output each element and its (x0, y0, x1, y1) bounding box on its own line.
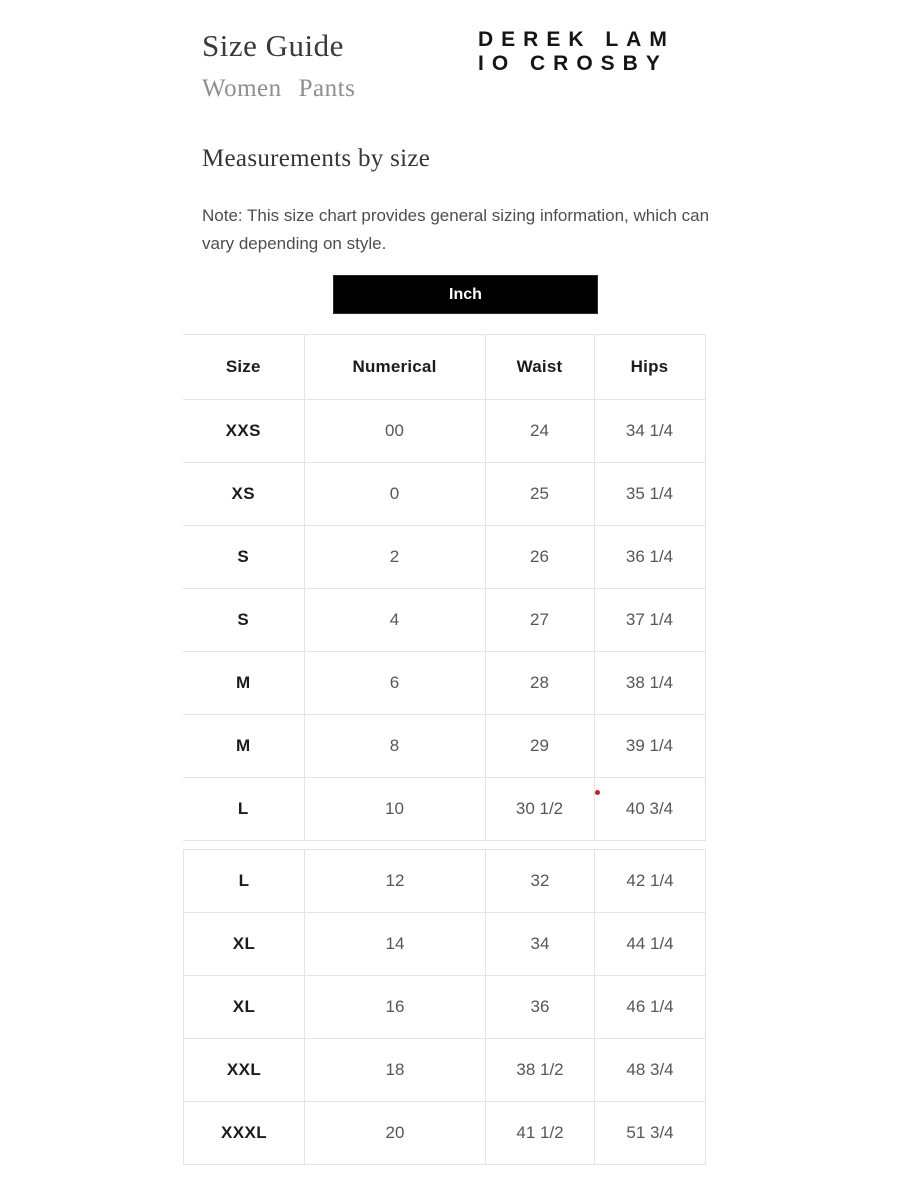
waist-cell: 32 (486, 850, 595, 913)
size-cell: M (183, 715, 304, 778)
hips-cell: 37 1/4 (594, 589, 705, 652)
column-header-size: Size (183, 335, 304, 400)
table-header-row (183, 335, 705, 400)
table-row (184, 1102, 706, 1165)
hips-cell: 48 3/4 (595, 1039, 706, 1102)
numerical-cell: 2 (304, 526, 485, 589)
table-row (183, 778, 705, 841)
waist-cell: 41 1/2 (486, 1102, 595, 1165)
waist-cell: 24 (485, 400, 594, 463)
size-cell: L (183, 778, 304, 841)
numerical-cell: 4 (304, 589, 485, 652)
unit-inch-button[interactable]: Inch (333, 275, 598, 314)
size-cell: XL (184, 913, 305, 976)
waist-cell: 28 (485, 652, 594, 715)
hips-cell: 36 1/4 (594, 526, 705, 589)
numerical-cell: 14 (305, 913, 486, 976)
table-row (183, 463, 705, 526)
size-cell: L (184, 850, 305, 913)
hips-cell: 40 3/4 (594, 778, 705, 841)
size-cell: S (183, 589, 304, 652)
size-cell: XL (184, 976, 305, 1039)
numerical-cell: 6 (304, 652, 485, 715)
numerical-cell: 20 (305, 1102, 486, 1165)
numerical-cell: 0 (304, 463, 485, 526)
numerical-cell: 18 (305, 1039, 486, 1102)
brand-logo (478, 28, 675, 76)
table-row (183, 589, 705, 652)
hips-cell: 34 1/4 (594, 400, 705, 463)
hips-cell: 42 1/4 (595, 850, 706, 913)
waist-cell: 30 1/2 (485, 778, 594, 841)
page-title: Size Guide (202, 28, 344, 63)
brand-line-2: IO CROSBY (478, 52, 668, 75)
breadcrumb (202, 74, 900, 104)
section-heading: Measurements by size (202, 145, 431, 172)
size-cell: XXS (183, 400, 304, 463)
hips-cell: 44 1/4 (595, 913, 706, 976)
waist-cell: 25 (485, 463, 594, 526)
column-header-waist: Waist (485, 335, 594, 400)
hips-cell: 46 1/4 (595, 976, 706, 1039)
hips-cell: 35 1/4 (594, 463, 705, 526)
waist-cell: 38 1/2 (486, 1039, 595, 1102)
column-header-hips: Hips (594, 335, 705, 400)
size-cell: XXXL (184, 1102, 305, 1165)
table-row (184, 850, 706, 913)
column-header-numerical: Numerical (304, 335, 485, 400)
table-row (184, 1039, 706, 1102)
note-text: Note: This size chart provides general sizing information, which can vary depending on style. (202, 206, 710, 253)
hips-cell: 38 1/4 (594, 652, 705, 715)
numerical-cell: 00 (304, 400, 485, 463)
table-row (183, 715, 705, 778)
numerical-cell: 10 (304, 778, 485, 841)
table-row (183, 652, 705, 715)
breadcrumb-category: Women (202, 75, 282, 102)
red-dot-marker (595, 790, 600, 795)
table-row (183, 400, 705, 463)
breadcrumb-subcategory: Pants (298, 75, 356, 102)
waist-cell: 26 (485, 526, 594, 589)
size-cell: XXL (184, 1039, 305, 1102)
waist-cell: 29 (485, 715, 594, 778)
numerical-cell: 8 (304, 715, 485, 778)
numerical-cell: 16 (305, 976, 486, 1039)
size-cell: M (183, 652, 304, 715)
table-row (183, 526, 705, 589)
table-row (184, 913, 706, 976)
size-table-container (183, 334, 705, 1165)
waist-cell: 34 (486, 913, 595, 976)
waist-cell: 27 (485, 589, 594, 652)
numerical-cell: 12 (305, 850, 486, 913)
size-table-upper (183, 334, 706, 841)
table-row (184, 976, 706, 1039)
hips-cell: 39 1/4 (594, 715, 705, 778)
waist-cell: 36 (486, 976, 595, 1039)
brand-line-1: DEREK LAM (478, 28, 675, 51)
size-table-lower (183, 849, 706, 1165)
size-cell: XS (183, 463, 304, 526)
size-cell: S (183, 526, 304, 589)
hips-cell: 51 3/4 (595, 1102, 706, 1165)
